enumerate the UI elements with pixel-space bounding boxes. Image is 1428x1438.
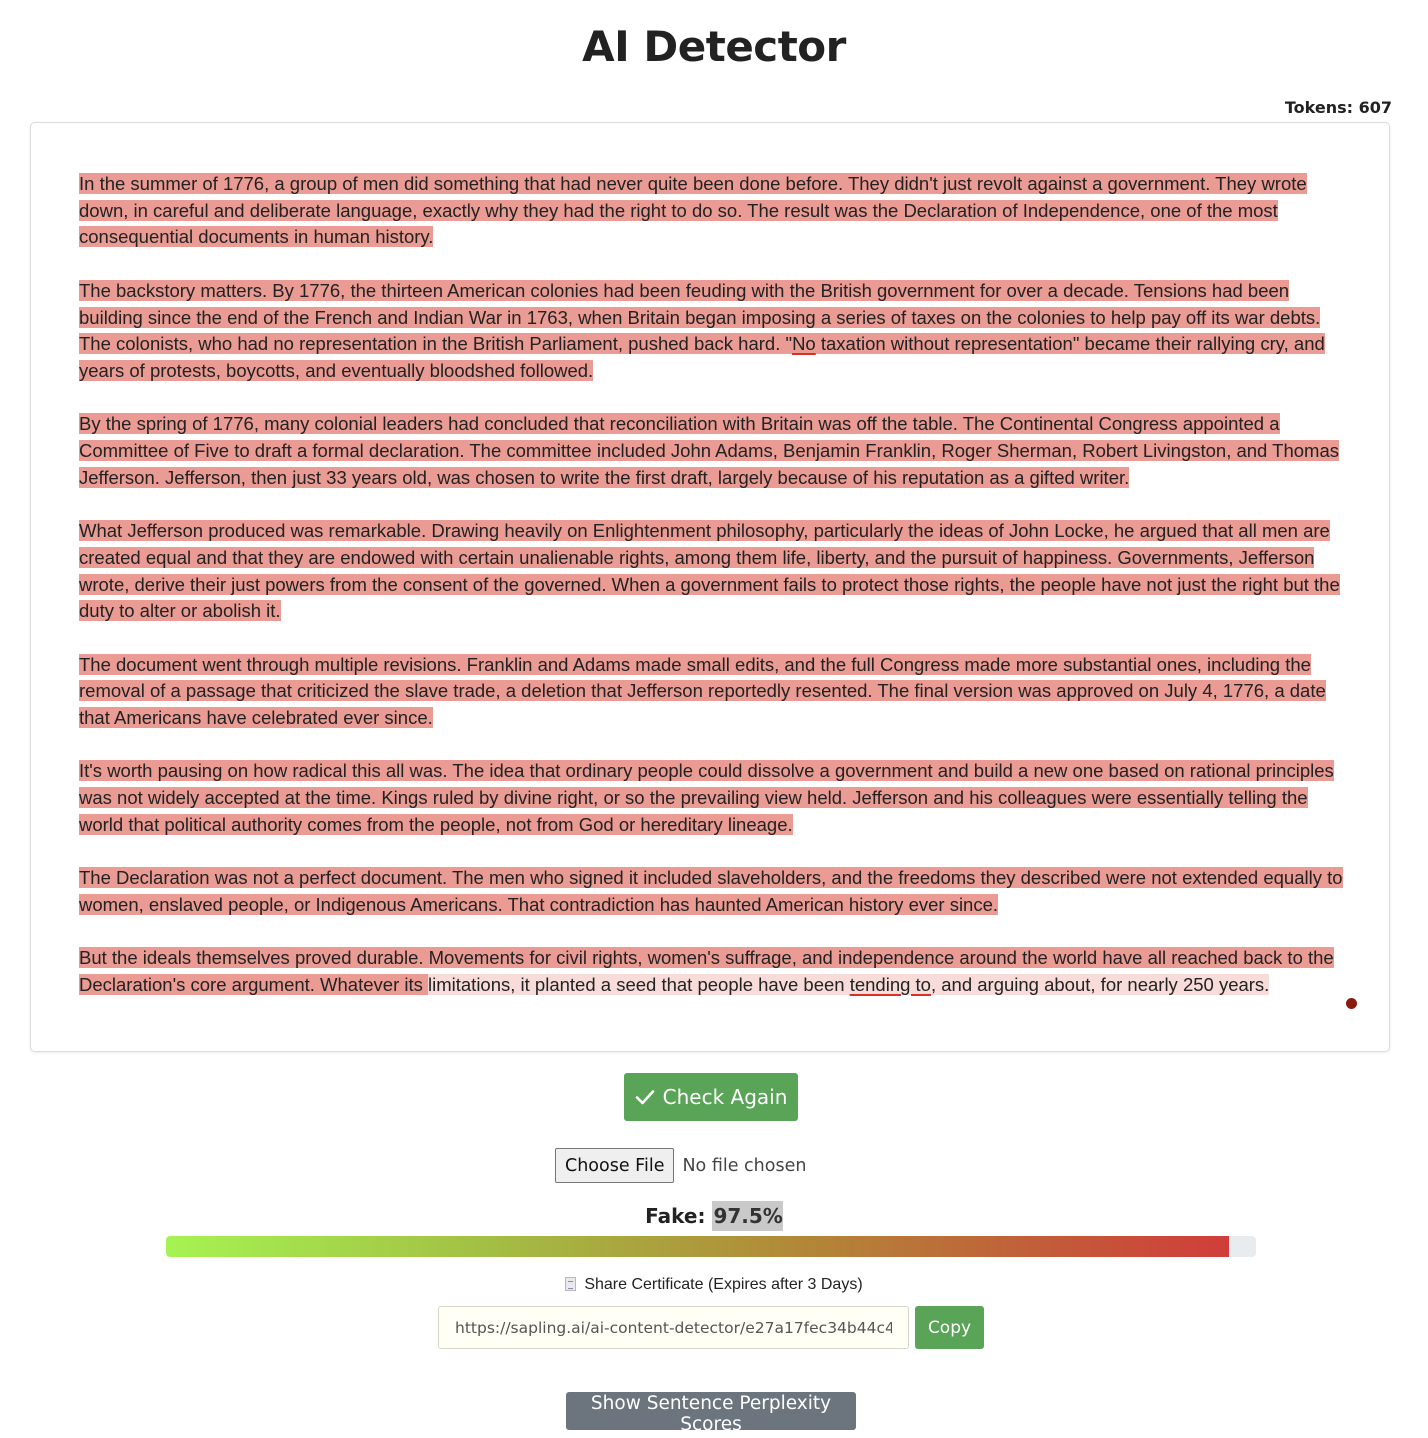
file-upload [555, 1148, 806, 1183]
page-title: AI Detector [582, 22, 846, 71]
paragraph [79, 758, 1351, 838]
paragraph [79, 945, 1351, 998]
text-segment: , and arguing about, for nearly 250 years. [930, 973, 1270, 995]
text-segment: The backstory matters. By 1776, the thirteen American colonies had been feuding with the British government for over a decade. Tensions had been building since the end of the French and Indian War in 1763, when Britain began imposing a series of taxes on the colonies to help pay off its war debts. The colonists, who had no representation in the British Parliament, pushed back hard. " [79, 279, 1321, 355]
text-segment: limitations, it planted a seed that people have been [428, 973, 850, 995]
status-dot-icon [1346, 998, 1357, 1009]
highlighted-text: In the summer of 1776, a group of men did something that had never quite been done before. They didn't just revolt against a government. They wrote down, in careful and deliberate language, exactly why they had the right to do so. The result was the Declaration of Independence, one of the most consequential documents in human history. [79, 173, 1307, 248]
fake-score-bar-fill [166, 1236, 1229, 1257]
paragraph [79, 865, 1351, 918]
paragraph [79, 278, 1351, 385]
file-status: No file chosen [682, 1155, 807, 1176]
highlighted-text: The document went through multiple revisions. Franklin and Adams made small edits, and the full Congress made more substantial ones, including the removal of a passage that criticized the slave trade, a deletion that Jefferson reportedly resented. The final version was approved on July 4, 1776, a date that Americans have celebrated ever since. [79, 653, 1326, 728]
choose-file-button[interactable]: Choose File [555, 1148, 674, 1183]
share-certificate [0, 1276, 1428, 1294]
checkmark-icon [635, 1087, 655, 1107]
share-url-row [438, 1306, 984, 1349]
fake-score [0, 1204, 1428, 1228]
check-again-button[interactable] [624, 1073, 798, 1121]
highlighted-text: It's worth pausing on how radical this all was. The idea that ordinary people could dissolve a government and build a new one based on rational principles was not widely accepted at the time. Kings ruled by divine right, or so the prevailing view held. Jefferson and his colleagues were essentially telling the world that political authority comes from the people, not from God or hereditary lineage. [79, 760, 1334, 835]
token-count: Tokens: 607 [1284, 98, 1392, 117]
highlighted-text: But the ideals themselves proved durable. Movements for civil rights, women's suffrage, and independence around the world have all reached back to the Declaration's core argument. Whatever its [79, 947, 1334, 995]
document-icon [565, 1277, 576, 1291]
share-url-input[interactable] [438, 1306, 909, 1349]
paragraph [79, 411, 1351, 491]
lightly-highlighted-text [428, 974, 1269, 995]
check-again-label: Check Again [662, 1085, 788, 1109]
spellcheck-word[interactable]: tending to [849, 973, 931, 995]
fake-score-value: 97.5% [712, 1201, 782, 1231]
copy-button[interactable]: Copy [915, 1306, 984, 1349]
paragraph [79, 652, 1351, 732]
editor-text[interactable] [79, 171, 1351, 1025]
highlighted-text: The Declaration was not a perfect document. The men who signed it included slaveholders, and the freedoms they described were not extended equally to women, enslaved people, or Indigenous Americans. That contradiction has haunted American history ever since. [79, 867, 1343, 915]
paragraph [79, 518, 1351, 625]
highlighted-text: By the spring of 1776, many colonial leaders had concluded that reconciliation with Britain was off the table. The Continental Congress appointed a Committee of Five to draft a formal declaration. The committee included John Adams, Benjamin Franklin, Roger Sherman, Robert Livingston, and Thomas Jefferson. Jefferson, then just 33 years old, was chosen to write the first draft, largely because of his reputation as a gifted writer. [79, 413, 1339, 488]
paragraph [79, 171, 1351, 251]
show-perplexity-button[interactable]: Show Sentence Perplexity Scores [566, 1392, 856, 1430]
fake-score-bar [166, 1236, 1256, 1257]
highlighted-text [79, 280, 1325, 381]
text-editor[interactable] [30, 122, 1390, 1052]
text-segment: taxation without representation" became their rallying cry, and years of protests, boycotts, and eventually bloodshed followed. [79, 333, 1325, 381]
highlighted-text: What Jefferson produced was remarkable. Drawing heavily on Enlightenment philosophy, particularly the ideas of John Locke, he argued that all men are created equal and that they are endowed with certain unalienable rights, among them life, liberty, and the pursuit of happiness. Governments, Jefferson wrote, derive their just powers from the consent of the governed. When a government fails to protect those rights, the people have not just the right but the duty to alter or abolish it. [79, 520, 1340, 622]
share-certificate-label: Share Certificate (Expires after 3 Days) [584, 1276, 863, 1293]
spellcheck-word[interactable]: No [792, 333, 816, 355]
fake-score-label: Fake: [645, 1204, 706, 1228]
